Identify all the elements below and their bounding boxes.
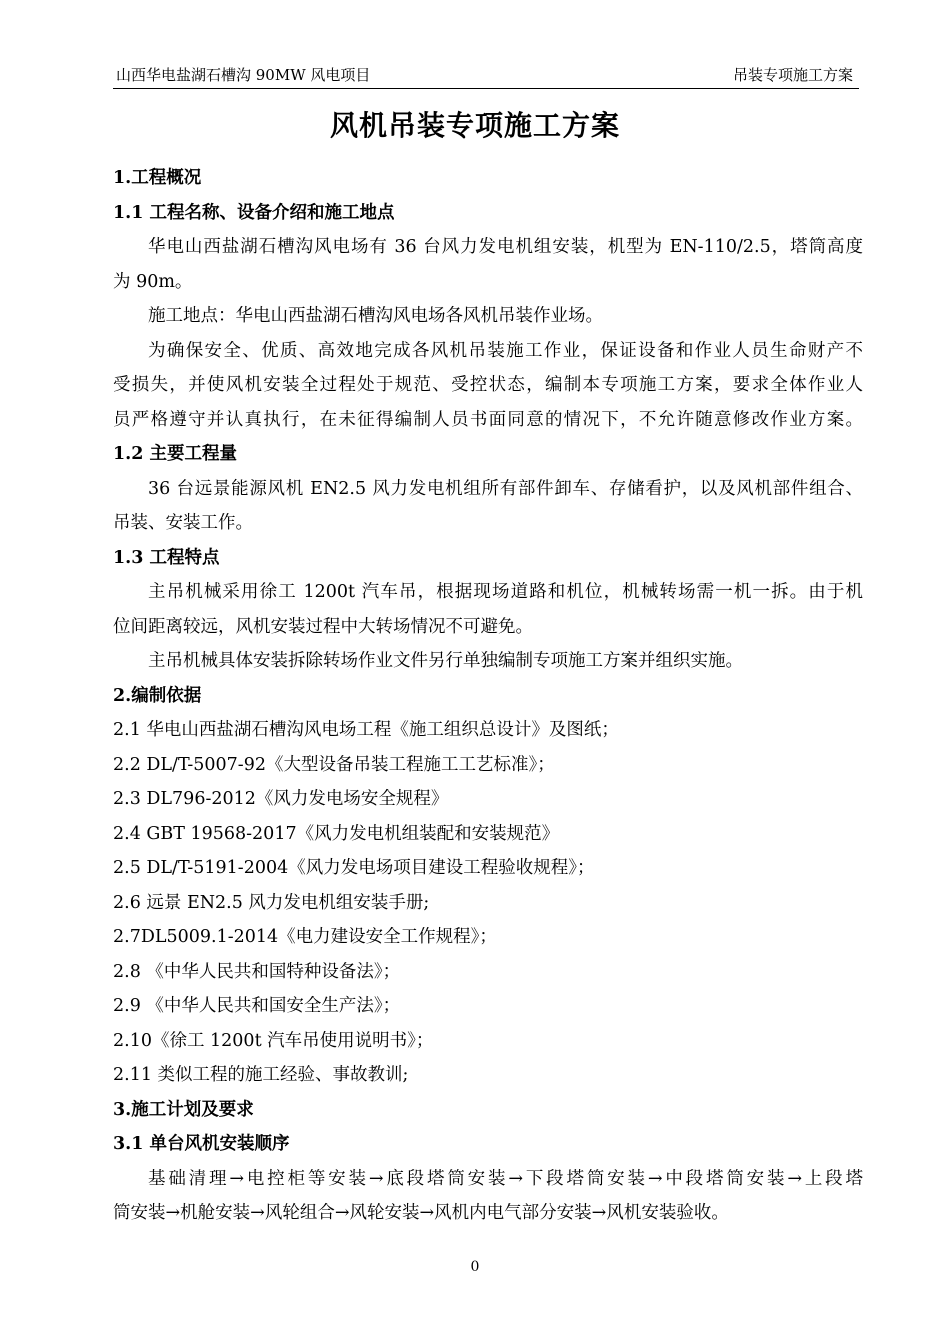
document-title: 风机吊装专项施工方案	[329, 109, 620, 142]
paragraph-line: 基础清理→电控柜等安装→底段塔筒安装→下段塔筒安装→中段塔筒安装→上段塔	[148, 1168, 863, 1189]
paragraph-line: 为确保安全、优质、高效地完成各风机吊装施工作业，保证设备和作业人员生命财产不	[148, 340, 863, 361]
reference-item: 2.10《徐工 1200t 汽车吊使用说明书》；	[113, 1030, 434, 1051]
paragraph-line: 主吊机械采用徐工 1200t 汽车吊，根据现场道路和机位，机械转场需一机一拆。由于机	[148, 582, 863, 602]
reference-item: 2.4 GBT 19568-2017《风力发电机组装配和安装规范》	[113, 823, 560, 844]
paragraph-line: 员严格遵守并认真执行，在未征得编制人员书面同意的情况下，不允许随意修改作业方案。	[113, 409, 863, 430]
section-1-3-heading: 1.3 工程特点	[113, 547, 220, 568]
section-2-heading: 2.编制依据	[113, 685, 202, 706]
paragraph-line: 施工地点：华电山西盐湖石槽沟风电场各风机吊装作业场。	[148, 306, 603, 326]
reference-item: 2.8 《中华人民共和国特种设备法》；	[113, 961, 401, 982]
paragraph-line: 受损失，并使风机安装全过程处于规范、受控状态，编制本专项施工方案，要求全体作业人	[113, 375, 863, 395]
reference-item: 2.6 远景 EN2.5 风力发电机组安装手册;	[113, 892, 430, 913]
section-3-heading: 3.施工计划及要求	[113, 1099, 254, 1120]
paragraph-line: 主吊机械具体安装拆除转场作业文件另行单独编制专项施工方案并组织实施。	[148, 651, 743, 671]
document-body	[113, 161, 863, 1231]
reference-item: 2.11 类似工程的施工经验、事故教训;	[113, 1065, 409, 1085]
reference-item: 2.3 DL796-2012《风力发电场安全规程》	[113, 789, 449, 809]
page-header	[113, 64, 859, 89]
paragraph-line: 36 台远景能源风机 EN2.5 风力发电机组所有部件卸车、存储看护，以及风机部件组合、	[148, 478, 863, 499]
page-number: 0	[470, 1259, 480, 1275]
header-project-name: 山西华电盐湖石槽沟 90MW 风电项目	[116, 66, 371, 84]
section-1-1-heading: 1.1 工程名称、设备介绍和施工地点	[113, 202, 395, 223]
section-3-1-heading: 3.1 单台风机安装顺序	[113, 1134, 290, 1154]
reference-item: 2.5 DL/T-5191-2004《风力发电场项目建设工程验收规程》；	[113, 858, 595, 878]
reference-item: 2.1 华电山西盐湖石槽沟风电场工程《施工组织总设计》及图纸；	[113, 720, 619, 740]
header-document-type: 吊装专项施工方案	[732, 66, 853, 84]
section-1-2-heading: 1.2 主要工程量	[113, 444, 238, 464]
paragraph-line: 位间距离较远，风机安装过程中大转场情况不可避免。	[113, 616, 533, 637]
paragraph-line: 筒安装→机舱安装→风轮组合→风轮安装→风机内电气部分安装→风机安装验收。	[113, 1203, 729, 1223]
reference-item: 2.7DL5009.1-2014《电力建设安全工作规程》；	[113, 927, 497, 947]
paragraph-line: 华电山西盐湖石槽沟风电场有 36 台风力发电机组安装，机型为 EN-110/2.5，塔筒高度	[148, 237, 863, 257]
section-1-heading: 1.工程概况	[113, 168, 202, 188]
paragraph-line: 吊装、安装工作。	[113, 513, 253, 533]
paragraph-line: 为 90m。	[113, 271, 193, 292]
reference-item: 2.2 DL/T-5007-92《大型设备吊装工程施工工艺标准》；	[113, 754, 555, 775]
reference-item: 2.9 《中华人民共和国安全生产法》；	[113, 996, 401, 1016]
